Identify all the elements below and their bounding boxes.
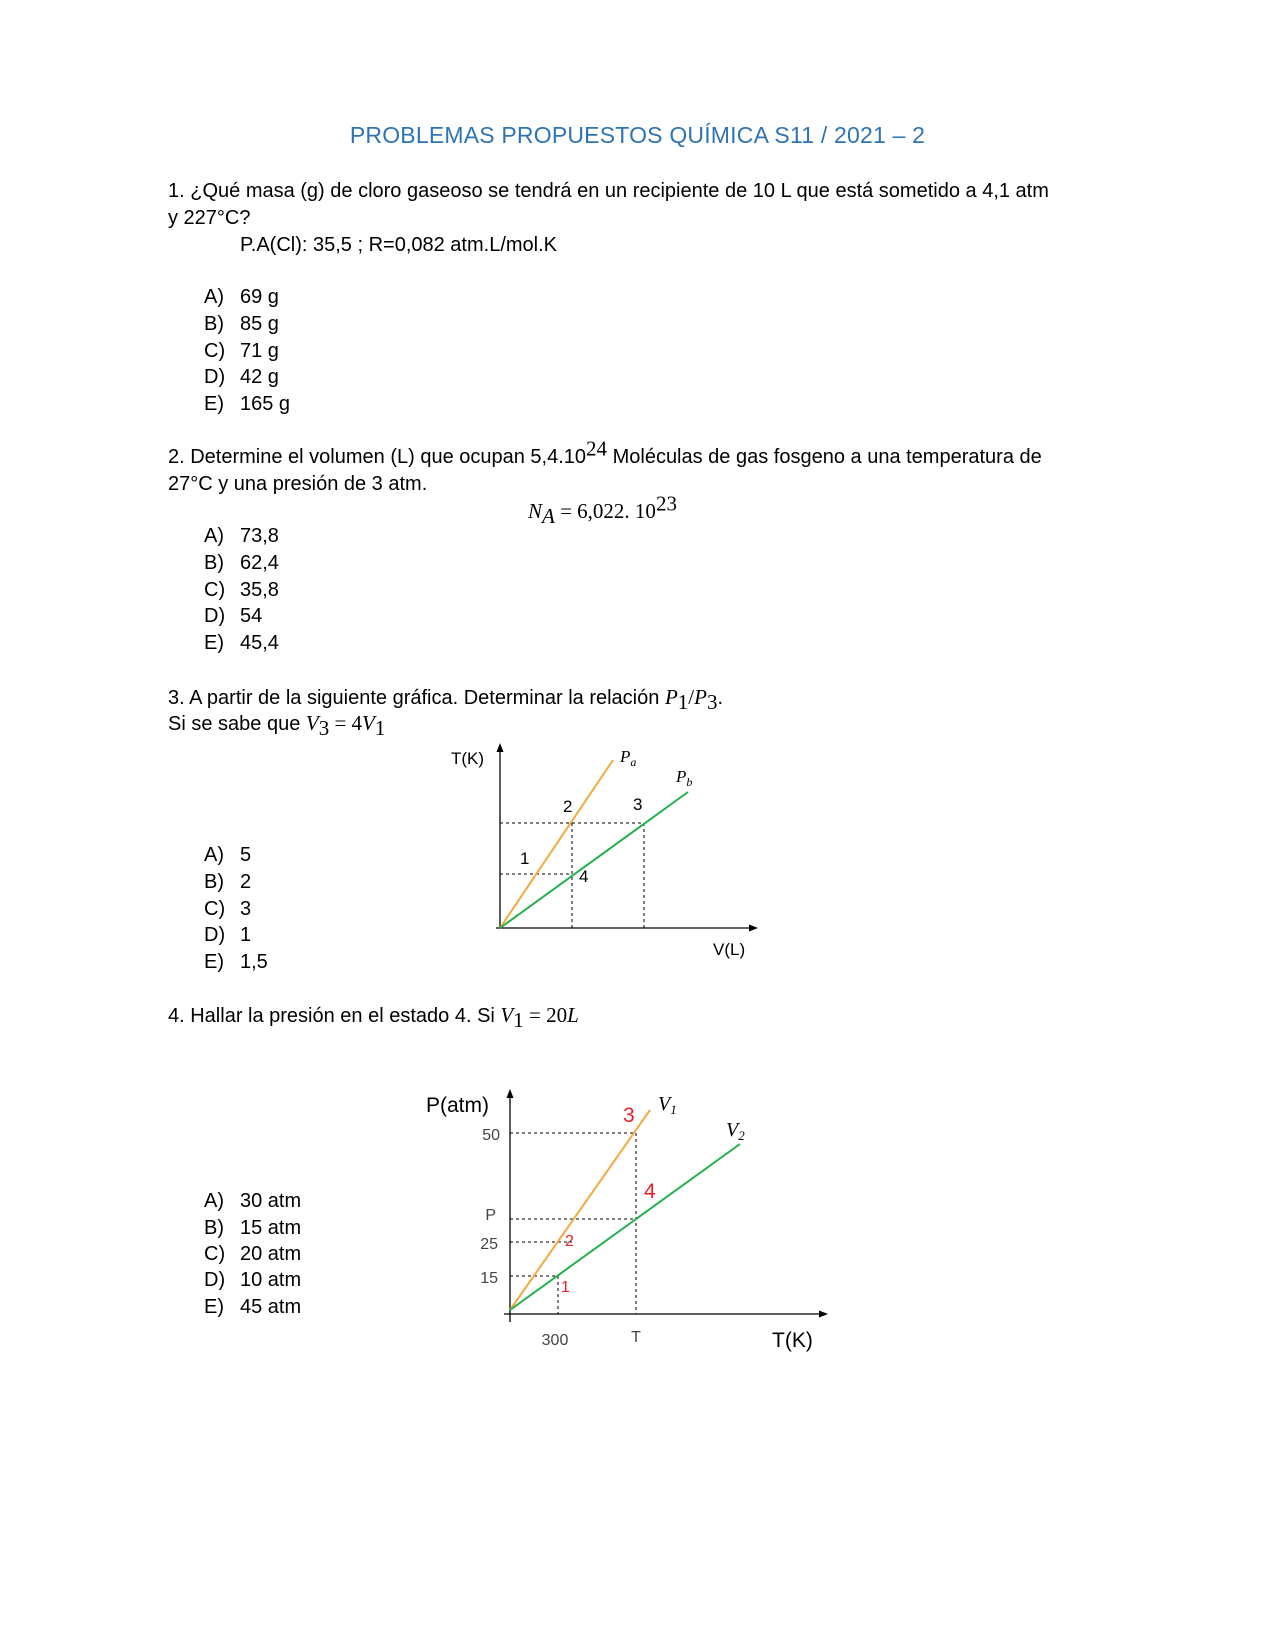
page-title: PROBLEMAS PROPUESTOS QUÍMICA S11 / 2021 – 2 xyxy=(349,122,926,148)
q4-graph xyxy=(420,1080,840,1360)
q4-x-tick-t: T xyxy=(631,1329,641,1346)
q3-point-1: 1 xyxy=(520,849,530,868)
q2-statement-line1: 2. Determine el volumen (L) que ocupan 5,4.10$^{24}$ Moléculas de gas fosgeno a una temperatura de xyxy=(168,436,1042,468)
q3-x-label: V(L) xyxy=(713,940,746,959)
q4-point-2: 2 xyxy=(565,1233,574,1250)
q4-v1-label: $V_1$ xyxy=(658,1093,677,1117)
q2-statement-line2: 27°C y una presión de 3 atm. xyxy=(168,473,428,495)
q4-line-v1 xyxy=(510,1110,650,1310)
q4-point-3: 3 xyxy=(623,1104,635,1127)
q4-option-b[interactable]: B) 15 atm xyxy=(204,1217,302,1239)
q4-y-label: P(atm) xyxy=(426,1094,489,1117)
q3-x-axis-arrow xyxy=(749,925,758,932)
q1-data: P.A(Cl): 35,5 ; R=0,082 atm.L/mol.K xyxy=(240,234,558,256)
q4-point-1: 1 xyxy=(561,1279,570,1296)
q1-option-c[interactable]: C) 71 g xyxy=(204,340,279,362)
q4-y-tick-25: 25 xyxy=(480,1236,498,1253)
q4-y-tick-50: 50 xyxy=(482,1127,500,1144)
q4-y-tick-15: 15 xyxy=(480,1270,498,1287)
q4-y-axis-arrow xyxy=(507,1089,514,1098)
q1-statement-line2: y 227°C? xyxy=(168,207,251,229)
q4-x-axis-arrow xyxy=(819,1311,828,1318)
q1-statement-line1: 1. ¿Qué masa (g) de cloro gaseoso se tendrá en un recipiente de 10 L que está sometido a 4,1 atm xyxy=(168,180,1049,202)
q4-option-a[interactable]: A) 30 atm xyxy=(204,1190,302,1212)
q3-line-pa xyxy=(500,760,613,928)
q4-v2-label: $V_2$ xyxy=(726,1119,745,1143)
q3-point-3: 3 xyxy=(633,795,643,814)
q2-option-a[interactable]: A) 73,8 xyxy=(204,525,279,547)
q4-statement: 4. Hallar la presión en el estado 4. Si $V_1 = 20L$ xyxy=(168,1003,579,1032)
q3-pb-label: $P_b$ xyxy=(676,767,693,789)
q4-option-e[interactable]: E) 45 atm xyxy=(204,1296,302,1318)
q3-option-a[interactable]: A) 5 xyxy=(204,844,252,866)
q4-x-label: T(K) xyxy=(772,1329,813,1352)
q3-statement-line2: Si se sabe que $V_3 = 4V_1$ xyxy=(168,711,386,740)
q3-option-d[interactable]: D) 1 xyxy=(204,924,252,946)
q3-graph xyxy=(440,740,780,970)
q2-avogadro: $N_A = 6,022$. $10^{23}$ xyxy=(528,491,677,528)
q1-option-d[interactable]: D) 42 g xyxy=(204,366,279,388)
q4-option-d[interactable]: D) 10 atm xyxy=(204,1269,302,1291)
q4-point-4: 4 xyxy=(644,1180,656,1203)
q2-option-d[interactable]: D) 54 xyxy=(204,605,263,627)
q2-option-c[interactable]: C) 35,8 xyxy=(204,579,279,601)
q4-x-tick-300: 300 xyxy=(541,1332,569,1349)
q1-option-a[interactable]: A) 69 g xyxy=(204,286,279,308)
q3-y-axis-arrow xyxy=(497,743,504,752)
q3-option-b[interactable]: B) 2 xyxy=(204,871,252,893)
q3-option-c[interactable]: C) 3 xyxy=(204,898,252,920)
q3-point-2: 2 xyxy=(563,797,573,816)
q1-option-b[interactable]: B) 85 g xyxy=(204,313,279,335)
q2-option-b[interactable]: B) 62,4 xyxy=(204,552,279,574)
q4-line-v2 xyxy=(510,1144,740,1310)
q3-point-4: 4 xyxy=(579,867,589,886)
q4-option-c[interactable]: C) 20 atm xyxy=(204,1243,302,1265)
q3-y-label: T(K) xyxy=(451,749,485,768)
q3-statement-line1: 3. A partir de la siguiente gráfica. Determinar la relación $P_1/P_3$. xyxy=(168,685,723,714)
q3-option-e[interactable]: E) 1,5 xyxy=(204,951,268,973)
q4-y-tick-p: P xyxy=(485,1207,496,1224)
q1-option-e[interactable]: E) 165 g xyxy=(204,393,291,415)
q3-pa-label: $P_a$ xyxy=(620,747,637,769)
q2-option-e[interactable]: E) 45,4 xyxy=(204,632,279,654)
q4-guide-lines xyxy=(510,1133,636,1314)
